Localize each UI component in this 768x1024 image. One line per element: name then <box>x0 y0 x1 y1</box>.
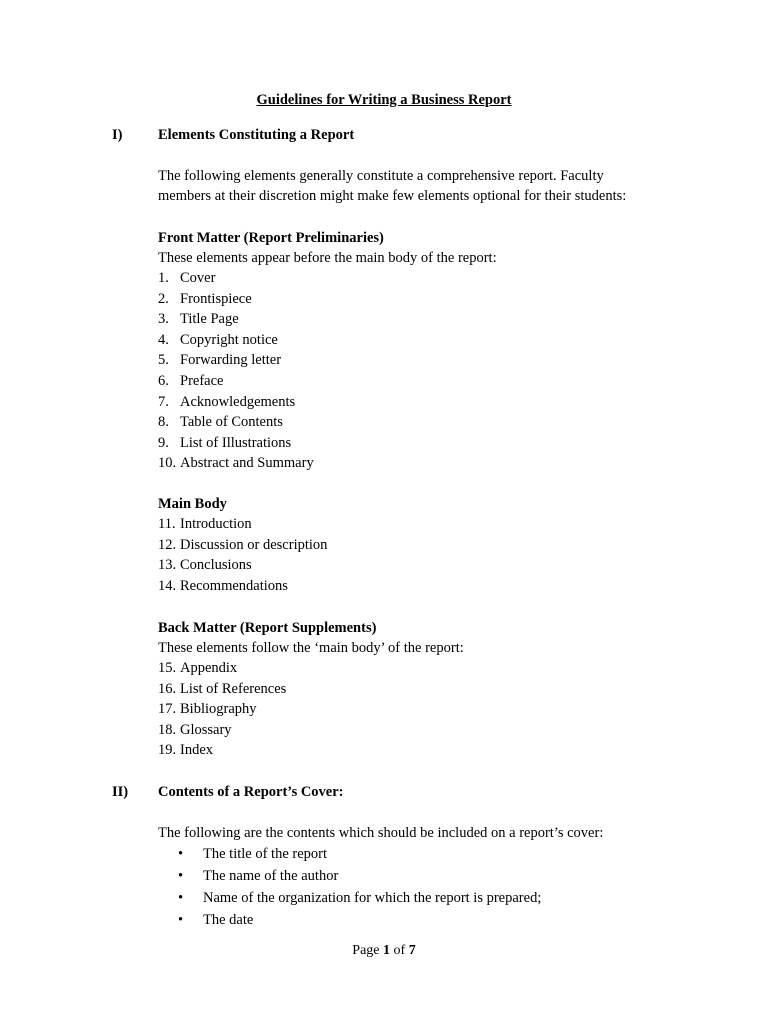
section-1-number: I) <box>112 127 123 143</box>
bullet-item-text: Name of the organization for which the report is prepared; <box>203 890 542 906</box>
list-item-number: 7. <box>158 393 169 410</box>
list-item-text: Title Page <box>180 311 239 328</box>
bullet-icon: • <box>178 912 184 928</box>
bullet-item <box>178 865 541 887</box>
list-item-number: 3. <box>158 311 169 328</box>
list-item-text: Recommendations <box>180 577 288 594</box>
list-item <box>158 350 314 371</box>
footer-total-pages: 7 <box>408 943 416 958</box>
bullet-item-text: The date <box>203 912 254 928</box>
bullet-item-text: The name of the author <box>203 868 339 884</box>
list-item-number: 10. <box>158 455 177 472</box>
list-item <box>158 576 327 597</box>
cover-contents-list <box>178 843 541 931</box>
section-2-heading: Contents of a Report’s Cover: <box>158 784 344 800</box>
list-item <box>158 555 327 576</box>
back-matter-heading: Back Matter (Report Supplements) <box>158 620 377 636</box>
list-item-number: 1. <box>158 270 169 286</box>
main-body-list <box>158 514 327 596</box>
page-footer <box>0 943 768 959</box>
list-item-text: Conclusions <box>180 557 252 574</box>
list-item-text: Abstract and Summary <box>180 455 314 472</box>
list-item <box>158 720 286 741</box>
footer-current-page: 1 <box>383 943 391 958</box>
list-item-text: Acknowledgements <box>180 393 296 410</box>
list-item-number: 2. <box>158 290 169 307</box>
list-item-number: 13. <box>158 557 177 574</box>
list-item-text: Appendix <box>180 660 238 676</box>
list-item <box>158 514 327 535</box>
list-item <box>158 433 314 454</box>
section-1-intro-line-2: members at their discretion might make few elements optional for their students: <box>158 188 627 204</box>
list-item-text: Discussion or description <box>180 536 328 553</box>
back-matter-intro: These elements follow the ‘main body’ of the report: <box>158 640 464 656</box>
list-item-text: Bibliography <box>180 701 257 718</box>
list-item-text: Cover <box>180 270 216 286</box>
list-item <box>158 330 314 351</box>
list-item-number: 19. <box>158 742 177 759</box>
list-item-text: Introduction <box>180 516 252 532</box>
list-item-number: 15. <box>158 660 177 676</box>
list-item-text: List of Illustrations <box>180 434 292 451</box>
bullet-item <box>178 909 541 931</box>
list-item-number: 4. <box>158 331 169 348</box>
list-item-number: 9. <box>158 434 169 451</box>
front-matter-list <box>158 268 314 474</box>
back-matter-list <box>158 658 286 761</box>
list-item-text: List of References <box>180 680 287 697</box>
list-item <box>158 679 286 700</box>
list-item-number: 8. <box>158 414 169 431</box>
bullet-item <box>178 843 541 865</box>
list-item <box>158 392 314 413</box>
section-2-number: II) <box>112 784 129 800</box>
list-item <box>158 740 286 761</box>
bullet-icon: • <box>178 890 184 906</box>
page-title: Guidelines for Writing a Business Report <box>256 92 512 108</box>
list-item-number: 14. <box>158 577 177 594</box>
section-1-heading: Elements Constituting a Report <box>158 127 355 143</box>
bullet-icon: • <box>178 846 184 862</box>
front-matter-intro: These elements appear before the main body of the report: <box>158 250 497 266</box>
front-matter-heading: Front Matter (Report Preliminaries) <box>158 230 384 246</box>
section-2-intro: The following are the contents which should be included on a report’s cover: <box>158 825 604 841</box>
list-item <box>158 453 314 474</box>
list-item-number: 5. <box>158 352 169 369</box>
list-item-text: Glossary <box>180 721 232 738</box>
list-item-number: 11. <box>158 516 176 532</box>
list-item <box>158 371 314 392</box>
bullet-item <box>178 887 541 909</box>
list-item <box>158 658 286 679</box>
bullet-item-text: The title of the report <box>203 846 328 862</box>
list-item-text: Frontispiece <box>180 290 252 307</box>
footer-middle: of <box>390 943 409 958</box>
list-item <box>158 412 314 433</box>
list-item <box>158 289 314 310</box>
list-item-number: 6. <box>158 372 169 389</box>
list-item <box>158 309 314 330</box>
list-item <box>158 535 327 556</box>
list-item-text: Index <box>180 742 214 759</box>
section-1-intro-line-1: The following elements generally constitute a comprehensive report. Faculty <box>158 168 604 184</box>
list-item-number: 12. <box>158 536 177 553</box>
footer-prefix: Page <box>352 943 384 958</box>
list-item-number: 16. <box>158 680 177 697</box>
list-item <box>158 699 286 720</box>
list-item-number: 18. <box>158 721 177 738</box>
list-item-text: Table of Contents <box>180 414 283 431</box>
list-item <box>158 268 314 289</box>
list-item-text: Copyright notice <box>180 331 278 348</box>
list-item-text: Forwarding letter <box>180 352 282 369</box>
main-body-heading: Main Body <box>158 496 227 512</box>
list-item-number: 17. <box>158 701 177 718</box>
bullet-icon: • <box>178 868 184 884</box>
list-item-text: Preface <box>180 372 224 389</box>
